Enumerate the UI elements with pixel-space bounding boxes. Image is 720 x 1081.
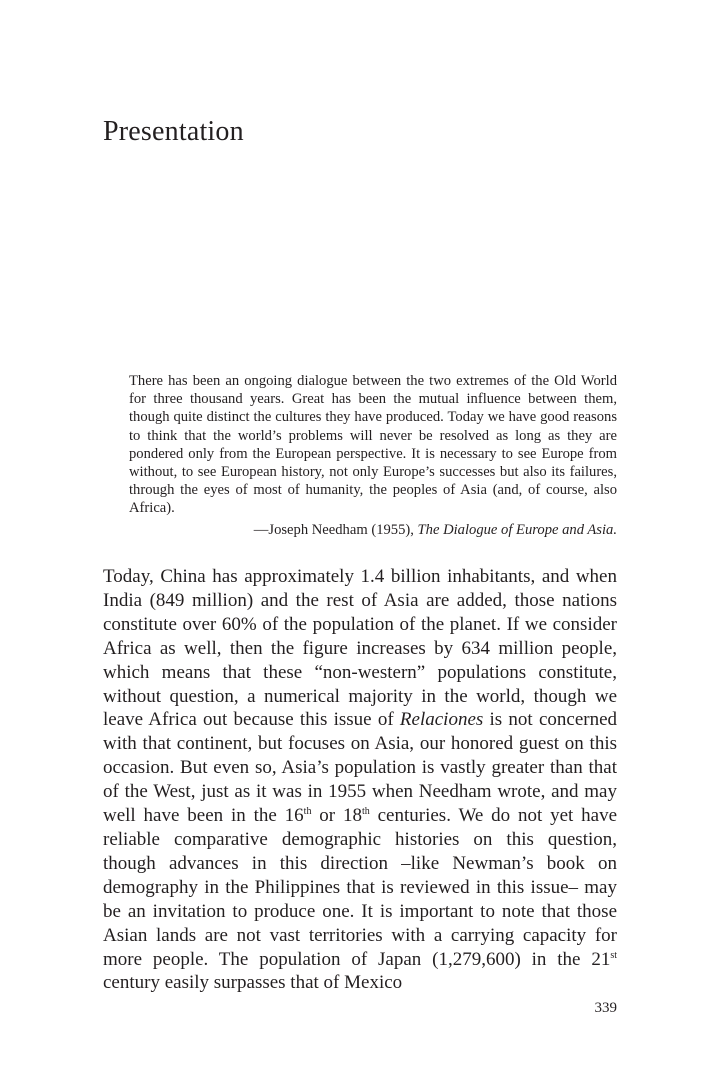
ordinal-suffix: th: [303, 806, 312, 818]
body-text-segment: Today, China has approximately 1.4 billion inhabitants, and when India (849 million) and the rest of Asia are added, those nations constitute over 60% of the population of the planet. If we consider Africa as well, then the figure increases by 634 million people, which means that these “non-western” populations constitute, without question, a numerical majority in the world, though we leave Africa out because this issue of: [103, 566, 617, 731]
body-text-segment: century easily surpasses that of Mexico: [103, 972, 403, 994]
epigraph-text: There has been an ongoing dialogue between the two extremes of the Old World for three thousand years. Great has been the mutual influence between them, though quite distinct the cultures they have produced. Today we have good reasons to think that the world’s problems will never be resolved as long as they are pondered only from the European perspective. It is necessary to see Europe from without, to see European history, not only Europe’s successes but also its failures, through the eyes of most of humanity, the peoples of Asia (and, of course, also Africa).: [129, 373, 617, 517]
body-text: [103, 565, 617, 995]
body-paragraph: [103, 565, 617, 995]
journal-name: Relaciones: [399, 709, 484, 731]
body-text-segment: or 18: [311, 805, 362, 827]
epigraph-attribution: [129, 521, 617, 539]
page-title: Presentation: [103, 116, 244, 147]
attribution-author: —Joseph Needham (1955),: [253, 522, 418, 538]
body-text-segment: is not concerned with that continent, but focuses on Asia, our honored guest on this occasion. But even so, Asia’s population is vastly greater than that of the West, just as it was in 1955 when Needham wrote, and may well have been in the 16: [103, 709, 618, 827]
ordinal-suffix: st: [610, 949, 617, 961]
epigraph-quote: [129, 372, 617, 518]
body-text-segment: centuries. We do not yet have reliable comparative demographic histories on this question, though advances in this direction –like Newman’s book on demography in the Philippines that is reviewed in this issue– may be an invitation to produce one. It is important to note that those Asian lands are not vast territories with a carrying capacity for more people. The population of Japan (1,279,600) in the 21: [103, 805, 618, 970]
ordinal-suffix: th: [361, 806, 370, 818]
attribution-work-title: The Dialogue of Europe and Asia.: [417, 522, 617, 538]
page-number: 339: [594, 1000, 617, 1016]
